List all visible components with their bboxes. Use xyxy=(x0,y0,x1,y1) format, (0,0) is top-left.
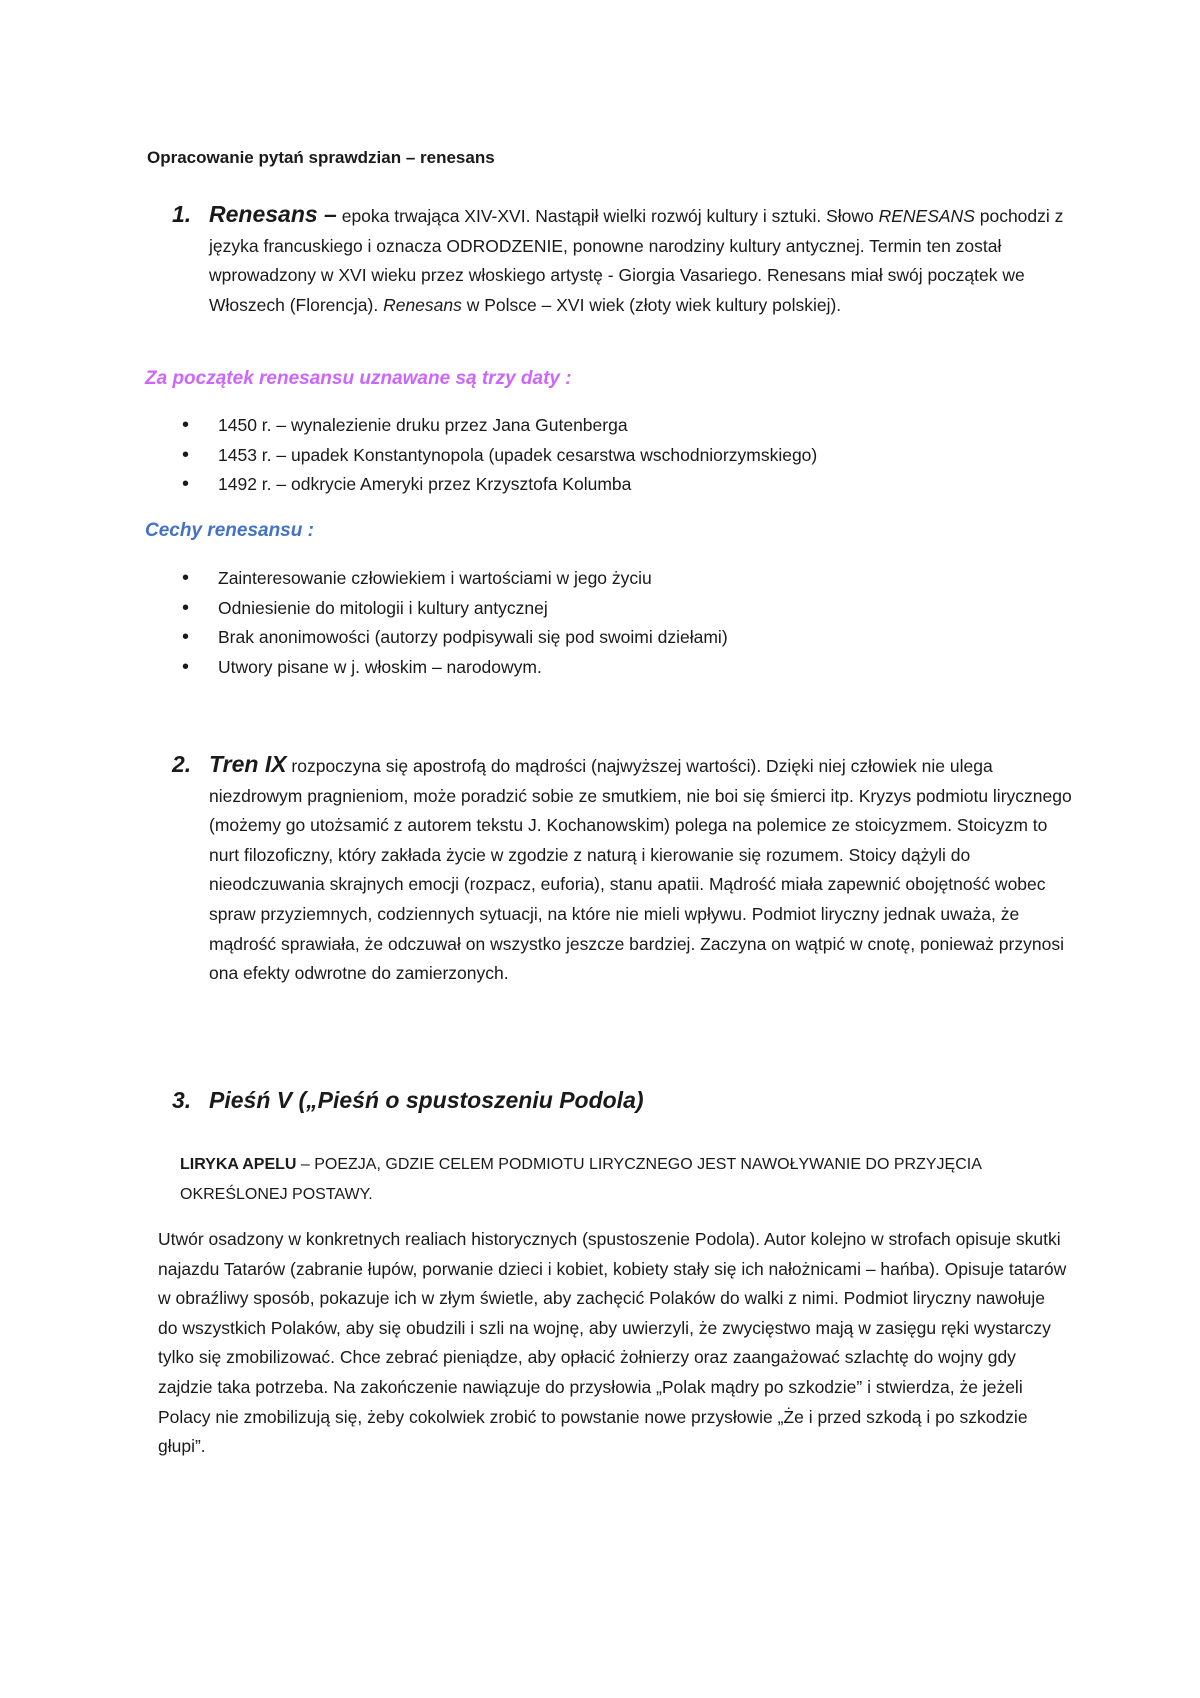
section-1-text-b: pochodzi z języka francuskiego i oznacza ODRODZENIE, ponowne narodziny kultury antycznej. Termin ten został wprowadzony w XVI wieku przez włoskiego artystę - Giorgia Vasariego. Renesans miał swój początek we Włoszech (Florencja). xyxy=(209,206,1064,315)
dates-list xyxy=(176,411,817,500)
date-item: • 1453 r. – upadek Konstantynopola (upadek cesarstwa wschodniorzymskiego) xyxy=(176,441,817,471)
features-heading: Cechy renesansu : xyxy=(145,520,314,541)
document-title: Opracowanie pytań sprawdzian – renesans xyxy=(147,148,495,167)
section-2 xyxy=(172,750,1072,989)
feature-item: • Odniesienie do mitologii i kultury antycznej xyxy=(176,594,728,624)
definition-term: LIRYKA APELU xyxy=(180,1156,297,1173)
section-2-body xyxy=(209,750,1072,989)
date-item: • 1492 r. – odkrycie Ameryki przez Krzysztofa Kolumba xyxy=(176,470,817,500)
feature-item: • Brak anonimowości (autorzy podpisywali się pod swoimi dziełami) xyxy=(176,623,728,653)
definition-text: – POEZJA, GDZIE CELEM PODMIOTU LIRYCZNEGO JEST NAWOŁYWANIE DO PRZYJĘCIA OKREŚLONEJ POSTAWY. xyxy=(180,1156,982,1203)
section-3-number: 3. xyxy=(172,1087,192,1113)
lyric-appeal-definition xyxy=(180,1150,1080,1209)
section-1-text-c: w Polsce – XVI wiek (złoty wiek kultury polskiej). xyxy=(461,294,842,315)
section-1-lead: Renesans – xyxy=(209,201,337,227)
section-1-number: 1. xyxy=(172,201,192,227)
section-1-body xyxy=(209,200,1072,320)
dates-heading: Za początek renesansu uznawane są trzy daty : xyxy=(145,368,572,389)
section-2-lead: Tren IX xyxy=(209,751,287,777)
date-item: • 1450 r. – wynalezienie druku przez Jana Gutenberga xyxy=(176,411,817,441)
section-2-number: 2. xyxy=(172,751,192,777)
feature-item: • Utwory pisane w j. włoskim – narodowym. xyxy=(176,653,728,683)
feature-item: • Zainteresowanie człowiekiem i wartościami w jego życiu xyxy=(176,564,728,594)
section-1-italic-b: Renesans xyxy=(383,294,462,315)
section-3-heading xyxy=(172,1087,644,1114)
features-list xyxy=(176,564,728,682)
section-1-italic-a: RENESANS xyxy=(878,206,975,226)
section-3-paragraph: Utwór osadzony w konkretnych realiach historycznych (spustoszenie Podola). Autor kolejno w strofach opisuje skutki najazdu Tatarów (zabranie łupów, porwanie dzieci i kobiet, kobiety stały się ich nałożnicami – hańba). Opisuje tatarów w obraźliwy sposób, pokazuje ich w złym świetle, aby zachęcić Polaków do walki z nimi. Podmiot liryczny nawołuje do wszystkich Polaków, aby się obudzili i szli na wojnę, aby uwierzyli, że zwycięstwo mają w zasięgu ręki wystarczy tylko się zmobilizować. Chce zebrać pieniądze, aby opłacić żołnierzy oraz zaangażować szlachtę do wojny gdy zajdzie taka potrzeba. Na zakończenie nawiązuje do przysłowia „Polak mądry po szkodzie” i stwierdza, że jeżeli Polacy nie zmobilizują się, żeby cokolwiek zrobić to powstanie nowe przysłowie „Że i przed szkodą i po szkodzie głupi”. xyxy=(158,1229,1067,1457)
section-3-title: Pieśń V („Pieśń o spustoszeniu Podola) xyxy=(209,1087,644,1113)
section-1-text-a: epoka trwająca XIV-XVI. Nastąpił wielki rozwój kultury i sztuki. Słowo xyxy=(336,206,879,226)
section-2-text: rozpoczyna się apostrofą do mądrości (najwyższej wartości). Dzięki niej człowiek nie ulega niezdrowym pragnieniom, może poradzić sobie ze smutkiem, nie boi się śmierci itp. Kryzys podmiotu lirycznego (możemy go utożsamić z autorem tekstu J. Kochanowskim) polega na polemice ze stoicyzmem. Stoicyzm to nurt filozoficzny, który zakłada życie w zgodzie z naturą i kierowanie się rozumem. Stoicy dążyli do nieodczuwania skrajnych emocji (rozpacz, euforia), stanu apatii. Mądrość miała zapewnić obojętność wobec spraw przyziemnych, codziennych sytuacji, na które nie mieli wpływu. Podmiot liryczny jednak uważa, że mądrość sprawiała, że odczuwał on wszystko jeszcze bardziej. Zaczyna on wątpić w cnotę, ponieważ przynosi ona efekty odwrotne do zamierzonych. xyxy=(209,756,1072,984)
section-1 xyxy=(172,200,1072,320)
